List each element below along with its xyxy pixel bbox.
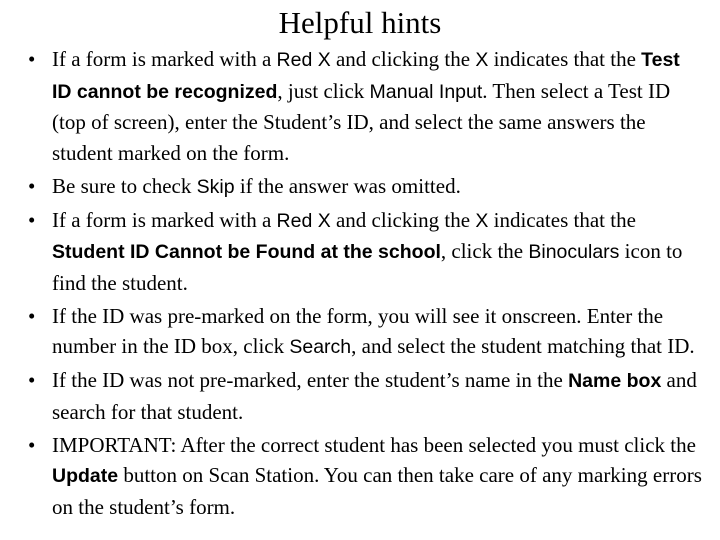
bullet-text	[52, 433, 702, 519]
text-run: If the ID was not pre-marked, enter the student’s name in the	[52, 368, 569, 392]
bullet-text	[52, 208, 682, 295]
emphasis-text: Red X	[276, 49, 331, 71]
emphasis-text: Binoculars	[528, 241, 620, 263]
text-run: Be sure to check	[52, 173, 197, 198]
text-run: button on Scan Station. You can then take care of any marking errors on the student’s form.	[52, 463, 702, 519]
emphasis-text: Red X	[276, 209, 331, 232]
emphasis-text: Manual Input	[369, 80, 483, 103]
bullet-dot-icon: •	[28, 303, 36, 328]
emphasis-text: Skip	[196, 175, 235, 198]
text-run: indicates that the	[488, 47, 642, 71]
bullet-text	[52, 47, 680, 165]
bullet-dot-icon: •	[28, 173, 36, 198]
bullet-item	[24, 365, 704, 427]
bullet-item	[24, 430, 704, 523]
bullet-item	[24, 301, 704, 363]
text-run: and clicking the	[330, 207, 476, 232]
text-run: If a form is marked with a	[52, 207, 277, 232]
emphasis-text: Search	[289, 336, 352, 358]
emphasis-text: Test ID cannot be recognized	[52, 49, 680, 103]
text-run: , click the	[440, 239, 529, 263]
text-run: . Then select a Test ID (top of screen), enter the Student’s ID, and select the same answers the student marked on the form.	[52, 78, 671, 165]
text-run: , just click	[277, 78, 370, 103]
emphasis-text: X	[475, 49, 489, 71]
bullet-item	[24, 205, 704, 299]
text-run: and search for that student.	[52, 368, 697, 424]
slide-title: Helpful hints	[278, 5, 442, 40]
bullet-dot-icon: •	[28, 207, 36, 232]
bullet-text	[52, 174, 461, 198]
bullet-item	[24, 44, 704, 168]
text-run: If the ID was pre-marked on the form, you will see it onscreen. Enter the number in the ID box, click	[52, 303, 664, 358]
text-run: IMPORTANT: After the correct student has been selected you must click the	[52, 432, 696, 457]
bullet-dot-icon: •	[28, 47, 36, 71]
bullet-text	[52, 304, 695, 359]
bullet-list	[24, 44, 704, 525]
bullet-dot-icon: •	[28, 368, 36, 392]
text-run: if the answer was omitted.	[234, 173, 461, 198]
text-run: , and select the student matching that ID.	[351, 334, 695, 358]
bullet-dot-icon: •	[28, 432, 36, 457]
text-run: If a form is marked with a	[52, 47, 277, 71]
emphasis-text: Update	[52, 465, 119, 487]
text-run: icon to find the student.	[52, 239, 683, 295]
emphasis-text: Name box	[568, 370, 662, 392]
bullet-text	[52, 368, 697, 424]
emphasis-text: Student ID Cannot be Found at the school	[52, 241, 441, 263]
emphasis-text: X	[475, 209, 489, 232]
bullet-item	[24, 171, 704, 203]
text-run: indicates that the	[488, 207, 636, 232]
text-run: and clicking the	[330, 47, 476, 71]
